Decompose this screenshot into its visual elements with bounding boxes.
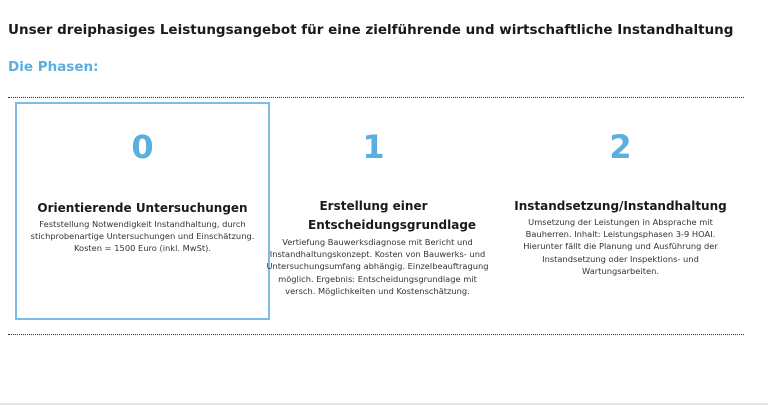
divider-top — [8, 97, 744, 98]
phase-card-2[interactable] — [493, 102, 748, 320]
divider-bottom — [8, 334, 744, 335]
phase-number: 2 — [609, 128, 632, 166]
footer-border — [0, 403, 768, 405]
phase-title: Instandsetzung/Instandhaltung — [514, 199, 727, 213]
phase-description: Umsetzung der Leistungen in Absprache mit Bauherren. Inhalt: Leistungsphasen 3-9 HOAI. Hierunter fällt die Planung und Ausführung der Instandsetzung oder Inspektions- und Wartungsarbeiten. — [523, 217, 718, 276]
page-heading: Unser dreiphasiges Leistungsangebot für eine zielführende und wirtschaftliche Instandhaltung — [8, 22, 734, 38]
phase-card-1[interactable] — [246, 102, 501, 320]
phases-heading: Die Phasen: — [8, 59, 99, 75]
phase-number: 0 — [131, 128, 154, 166]
phase-title: Erstellung einer Entscheidungsgrundlage — [308, 199, 477, 232]
phase-title: Orientierende Untersuchungen — [37, 201, 248, 215]
phase-description: Feststellung Notwendigkeit Instandhaltung, durch stichprobenartige Untersuchungen und Einschätzung. Kosten = 1500 Euro (inkl. MwSt). — [30, 219, 255, 254]
phase-number: 1 — [362, 128, 385, 166]
phase-description: Vertiefung Bauwerksdiagnose mit Bericht und Instandhaltungskonzept. Kosten von Bauwerks- und Untersuchungsumfang abhängig. Einzelbeauftragung möglich. Ergebnis: Entscheidungsgrundlage mit versch. Möglichkeiten und Kostenschätzung. — [266, 237, 489, 296]
phase-card-0[interactable] — [15, 102, 270, 320]
